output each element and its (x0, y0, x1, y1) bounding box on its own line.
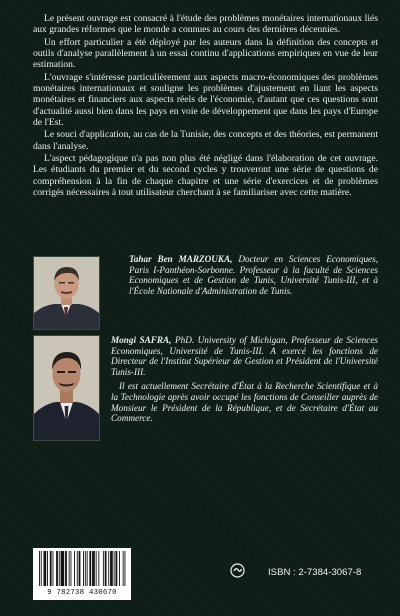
author-1-bio (129, 254, 378, 296)
author-2-name: Mongi SAFRA, (111, 335, 172, 345)
blurb-paragraph: Le souci d'application, au cas de la Tunisie, des concepts et des théories, est permanent dans l'analyse. (33, 129, 378, 152)
author-2-bio (111, 335, 378, 428)
author-1-name: Tahar Ben MARZOUKA, (129, 254, 233, 264)
author-2-credentials: PhD. University of Michigan, Professeur de Sciences Economiques, Université de Tunis-III. A exercé les fonctions de Directeur de l'Institut Supérieur de Gestion et Président de l'Université Tunis-III. (111, 335, 378, 377)
author-2-photo (33, 335, 100, 441)
blurb-text (33, 13, 378, 200)
barcode-number: 9 782738 430670 (47, 589, 117, 597)
author-1-credentials: Docteur en Sciences Economiques, Paris I-Panthéon-Sorbonne. Professeur à la faculté de Sciences Economiques et de Gestion de Tunis, Université Tunis-III, et à l'École Nationale d'Administration de Tunis. (129, 254, 378, 296)
author-2-current-role: Il est actuellement Secrétaire d'État à la Recherche Scientifique et à la Technologie après avoir occupé les fonctions de Conseiller auprès de Monsieur le Président de la République, et de Secrétaire d'État au Commerce. (111, 381, 378, 424)
blurb-paragraph: L'aspect pédagogique n'a pas non plus été négligé dans l'élaboration de cet ouvrage. Les étudiants du premier et du second cycles y trouveront une série de questions de compréhension à la fin de chaque chapitre et une série d'exercices et de problèmes corrigés nécessaires à tout utilisateur cherchant à se familiariser avec cette matière. (33, 153, 378, 199)
blurb-paragraph: Le présent ouvrage est consacré à l'étude des problèmes monétaires internationaux liés aux grandes réformes que le monde a connues au cours des dernières décennies. (33, 13, 378, 36)
blurb-paragraph: Un effort particulier a été déployé par les auteurs dans la définition des concepts et outils d'analyse parallèlement à un essai continu d'applications empiriques en vue de leur estimation. (33, 36, 378, 71)
author-1-photo (33, 256, 100, 330)
publisher-logo (230, 563, 245, 578)
barcode (33, 548, 131, 600)
author-2-block (33, 335, 378, 445)
author-1-block (33, 254, 378, 330)
blurb-paragraph: L'ouvrage s'intéresse particulièrement aux aspects macro-économiques des problèmes monétaires internationaux et souligne les problèmes d'ajustement en liant les aspects monétaires et financiers aux aspects réels de l'économie, d'autant que ces questions sont d'actualité aussi bien dans les pays en voie de développement que dans les pays d'Europe de l'Est. (33, 71, 378, 129)
barcode-bars (33, 548, 131, 588)
isbn: ISBN : 2-7384-3067-8 (268, 567, 362, 578)
